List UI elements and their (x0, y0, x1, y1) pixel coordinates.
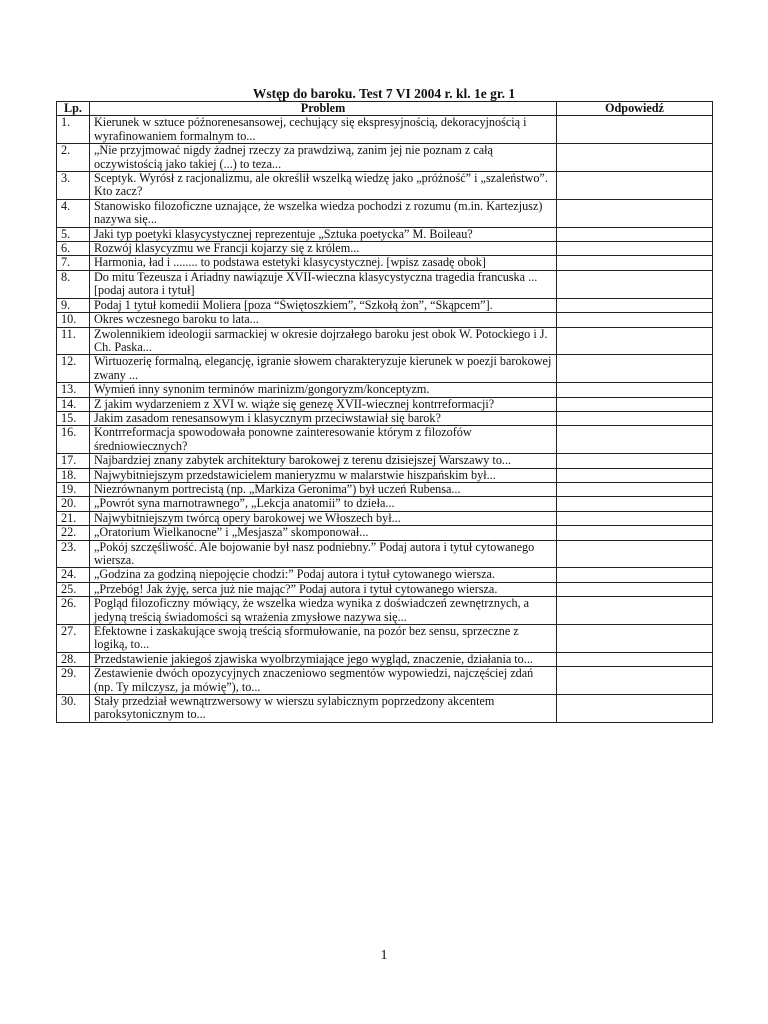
row-answer-cell[interactable] (557, 426, 713, 454)
row-number: 16. (57, 426, 90, 454)
row-problem: Okres wczesnego baroku to lata... (90, 313, 557, 327)
row-number: 22. (57, 526, 90, 540)
table-row (57, 468, 713, 482)
row-problem: „Pokój szczęśliwość. Ale bojowanie był nasz podniebny.” Podaj autora i tytuł cytowanego wiersza. (90, 540, 557, 568)
row-number: 20. (57, 497, 90, 511)
row-answer-cell[interactable] (557, 526, 713, 540)
row-number: 9. (57, 298, 90, 312)
row-number: 18. (57, 468, 90, 482)
row-number: 25. (57, 582, 90, 596)
test-table (56, 101, 713, 723)
row-problem: Kierunek w sztuce późnorenesansowej, cechujący się ekspresyjnością, dekoracyjnością i wyrafinowaniem formalnym to... (90, 116, 557, 144)
table-row (57, 454, 713, 468)
table-row (57, 482, 713, 496)
row-problem: Pogląd filozoficzny mówiący, że wszelka wiedza wynika z doświadczeń zewnętrznych, a jedyną treścią świadomości są wrażenia zmysłowe nazywa się... (90, 597, 557, 625)
row-answer-cell[interactable] (557, 468, 713, 482)
row-answer-cell[interactable] (557, 597, 713, 625)
row-number: 17. (57, 454, 90, 468)
page-number: 1 (380, 948, 388, 963)
row-problem: Wirtuozerię formalną, elegancję, igranie słowem charakteryzuje kierunek w poezji barokowej zwany ... (90, 355, 557, 383)
table-row (57, 397, 713, 411)
header-lp: Lp. (57, 102, 90, 116)
row-problem: Rozwój klasycyzmu we Francji kojarzy się z królem... (90, 242, 557, 256)
table-row (57, 144, 713, 172)
row-number: 11. (57, 327, 90, 355)
table-row (57, 526, 713, 540)
row-answer-cell[interactable] (557, 313, 713, 327)
row-problem: „Godzina za godziną niepojęcie chodzi:” Podaj autora i tytuł cytowanego wiersza. (90, 568, 557, 582)
row-number: 21. (57, 511, 90, 525)
table-row (57, 298, 713, 312)
row-number: 29. (57, 667, 90, 695)
table-row (57, 256, 713, 270)
table-row (57, 411, 713, 425)
row-number: 7. (57, 256, 90, 270)
row-number: 3. (57, 172, 90, 200)
row-problem: Niezrównanym portrecistą (np. „Markiza Geronima”) był uczeń Rubensa... (90, 482, 557, 496)
table-row (57, 242, 713, 256)
row-answer-cell[interactable] (557, 695, 713, 723)
row-number: 15. (57, 411, 90, 425)
row-answer-cell[interactable] (557, 172, 713, 200)
page-title: Wstęp do baroku. Test 7 VI 2004 r. kl. 1e gr. 1 (252, 86, 516, 101)
row-answer-cell[interactable] (557, 582, 713, 596)
row-problem: Podaj 1 tytuł komedii Moliera [poza “Świętoszkiem”, “Szkołą żon”, “Skąpcem”]. (90, 298, 557, 312)
row-answer-cell[interactable] (557, 227, 713, 241)
row-number: 30. (57, 695, 90, 723)
row-problem: Najbardziej znany zabytek architektury barokowej z terenu dzisiejszej Warszawy to... (90, 454, 557, 468)
row-answer-cell[interactable] (557, 256, 713, 270)
row-number: 23. (57, 540, 90, 568)
row-answer-cell[interactable] (557, 568, 713, 582)
row-problem: Harmonia, ład i ........ to podstawa estetyki klasycystycznej. [wpisz zasadę obok] (90, 256, 557, 270)
row-answer-cell[interactable] (557, 327, 713, 355)
row-number: 24. (57, 568, 90, 582)
table-row (57, 199, 713, 227)
table-row (57, 597, 713, 625)
table-row (57, 172, 713, 200)
table-body (57, 116, 713, 722)
table-row (57, 116, 713, 144)
row-answer-cell[interactable] (557, 242, 713, 256)
row-number: 5. (57, 227, 90, 241)
row-number: 27. (57, 625, 90, 653)
table-row (57, 540, 713, 568)
row-problem: Przedstawienie jakiegoś zjawiska wyolbrzymiające jego wygląd, znaczenie, działania to... (90, 652, 557, 666)
row-problem: Stały przedział wewnątrzwersowy w wierszu sylabicznym poprzedzony akcentem paroksytonicznym to... (90, 695, 557, 723)
row-problem: Wymień inny synonim terminów marinizm/gongoryzm/konceptyzm. (90, 383, 557, 397)
row-problem: Najwybitniejszym twórcą opery barokowej we Włoszech był... (90, 511, 557, 525)
table-row (57, 582, 713, 596)
row-answer-cell[interactable] (557, 625, 713, 653)
table-row (57, 652, 713, 666)
table-row (57, 625, 713, 653)
table-row (57, 227, 713, 241)
row-answer-cell[interactable] (557, 383, 713, 397)
row-answer-cell[interactable] (557, 411, 713, 425)
table-row (57, 270, 713, 298)
table-row (57, 497, 713, 511)
row-answer-cell[interactable] (557, 652, 713, 666)
row-number: 2. (57, 144, 90, 172)
row-answer-cell[interactable] (557, 355, 713, 383)
table-row (57, 511, 713, 525)
row-answer-cell[interactable] (557, 144, 713, 172)
table-row (57, 313, 713, 327)
row-number: 4. (57, 199, 90, 227)
row-problem: Jakim zasadom renesansowym i klasycznym przeciwstawiał się barok? (90, 411, 557, 425)
row-problem: Sceptyk. Wyrósł z racjonalizmu, ale określił wszelką wiedzę jako „próżność” i „szaleństwo”. Kto zacz? (90, 172, 557, 200)
header-problem: Problem (90, 102, 557, 116)
row-problem: Zwolennikiem ideologii sarmackiej w okresie dojrzałego baroku jest obok W. Potockiego i J. Ch. Paska... (90, 327, 557, 355)
row-number: 14. (57, 397, 90, 411)
row-number: 8. (57, 270, 90, 298)
header-answer: Odpowiedź (557, 102, 713, 116)
row-problem: Do mitu Tezeusza i Ariadny nawiązuje XVII-wieczna klasycystyczna tragedia francuska ... [podaj autora i tytuł] (90, 270, 557, 298)
row-answer-cell[interactable] (557, 540, 713, 568)
row-answer-cell[interactable] (557, 397, 713, 411)
table-row (57, 695, 713, 723)
row-answer-cell[interactable] (557, 116, 713, 144)
table-row (57, 667, 713, 695)
row-answer-cell[interactable] (557, 482, 713, 496)
row-answer-cell[interactable] (557, 511, 713, 525)
table-header-row (57, 102, 713, 116)
row-answer-cell[interactable] (557, 497, 713, 511)
row-problem: Najwybitniejszym przedstawicielem manieryzmu w malarstwie hiszpańskim był... (90, 468, 557, 482)
row-problem: Efektowne i zaskakujące swoją treścią sformułowanie, na pozór bez sensu, sprzeczne z logiką, to... (90, 625, 557, 653)
table-row (57, 383, 713, 397)
row-problem: Stanowisko filozoficzne uznające, że wszelka wiedza pochodzi z rozumu (m.in. Kartezjusz) nazywa się... (90, 199, 557, 227)
row-answer-cell[interactable] (557, 667, 713, 695)
row-problem: „Powrót syna marnotrawnego”, „Lekcja anatomii” to dzieła... (90, 497, 557, 511)
row-problem: Z jakim wydarzeniem z XVI w. wiąże się genezę XVII-wiecznej kontrreformacji? (90, 397, 557, 411)
row-number: 1. (57, 116, 90, 144)
row-answer-cell[interactable] (557, 454, 713, 468)
row-problem: „Przebóg! Jak żyję, serca już nie mając?” Podaj autora i tytuł cytowanego wiersza. (90, 582, 557, 596)
table-row (57, 426, 713, 454)
row-number: 10. (57, 313, 90, 327)
row-problem: „Nie przyjmować nigdy żadnej rzeczy za prawdziwą, zanim jej nie poznam z całą oczywistością jako takiej (...) to teza... (90, 144, 557, 172)
row-answer-cell[interactable] (557, 298, 713, 312)
row-number: 6. (57, 242, 90, 256)
row-number: 13. (57, 383, 90, 397)
table-row (57, 355, 713, 383)
row-problem: Kontrreformacja spowodowała ponowne zainteresowanie którym z filozofów średniowiecznych? (90, 426, 557, 454)
row-number: 28. (57, 652, 90, 666)
row-problem: „Oratorium Wielkanocne” i „Mesjasza” skomponował... (90, 526, 557, 540)
table-row (57, 327, 713, 355)
row-problem: Zestawienie dwóch opozycyjnych znaczeniowo segmentów wypowiedzi, najczęściej zdań (np. Ty milczysz, ja mówię”), to... (90, 667, 557, 695)
row-answer-cell[interactable] (557, 199, 713, 227)
row-number: 19. (57, 482, 90, 496)
table-row (57, 568, 713, 582)
row-problem: Jaki typ poetyki klasycystycznej reprezentuje „Sztuka poetycka” M. Boileau? (90, 227, 557, 241)
row-answer-cell[interactable] (557, 270, 713, 298)
row-number: 26. (57, 597, 90, 625)
row-number: 12. (57, 355, 90, 383)
